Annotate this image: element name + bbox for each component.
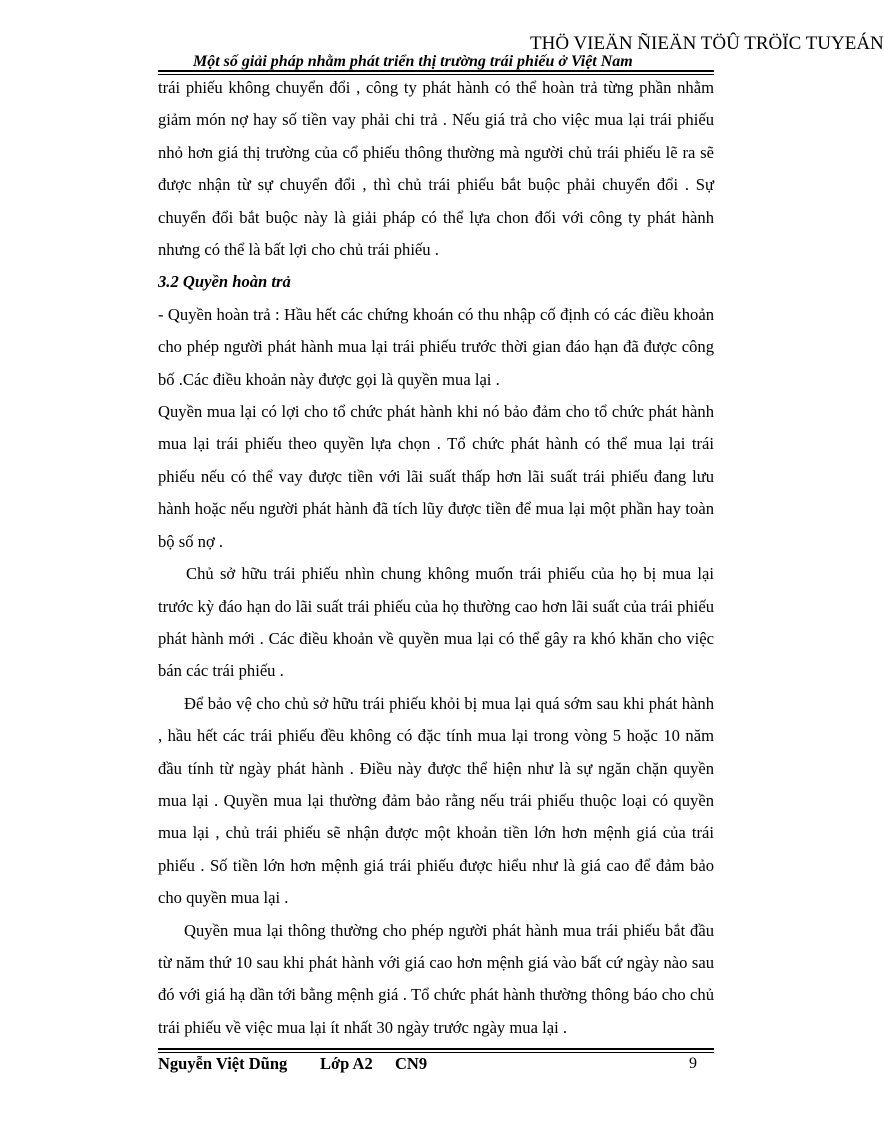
footer-class: Lớp A2 <box>320 1054 373 1073</box>
paragraph-schedule: Quyền mua lại thông thường cho phép người phát hành mua trái phiếu bắt đầu từ năm thứ 10 sau khi phát hành với giá cao hơn mệnh giá vào bất cứ ngày nào sau đó với giá hạ dần tới bằng mệnh giá . Tổ chức phát hành thường thông báo cho chủ trái phiếu về việc mua lại ít nhất 30 ngày trước ngày mua lại . <box>158 920 714 1037</box>
paragraph-protection: Để bảo vệ cho chủ sở hữu trái phiếu khỏi bị mua lại quá sớm sau khi phát hành , hầu hết các trái phiếu đều không có đặc tính mua lại trong vòng 5 hoặc 10 năm đầu tính từ ngày phát hành . Điều này được thể hiện như là sự ngăn chặn quyền mua lại . Quyền mua lại thường đảm bảo rằng nếu trái phiếu thuộc loại có quyền mua lại , chủ trái phiếu sẽ nhận được một khoản tiền lớn hơn mệnh giá của trái phiếu . Số tiền lớn hơn mệnh giá trái phiếu được hiểu như là giá cao để đảm bảo cho quyền mua lại . <box>158 693 714 908</box>
section-heading: 3.2 Quyền hoàn trả <box>158 272 291 292</box>
paragraph-definition: - Quyền hoàn trả : Hầu hết các chứng khoán có thu nhập cố định có các điều khoản cho phép người phát hành mua lại trái phiếu trước thời gian đáo hạn đã được công bố .Các điều khoản này được gọi là quyền mua lại . <box>158 304 714 389</box>
footer-author: Nguyễn Việt Dũng <box>158 1054 288 1073</box>
running-header: Một số giải pháp nhằm phát triển thị trường trái phiếu ở Việt Nam <box>193 53 633 70</box>
footer-divider <box>158 1048 714 1050</box>
footer-group: CN9 <box>395 1054 428 1073</box>
document-body <box>158 72 714 1044</box>
paragraph-continuation: trái phiếu không chuyển đổi , công ty phát hành có thể hoàn trả từng phần nhằm giảm món nợ hay số tiền vay phải chi trả . Nếu giá trả cho việc mua lại trái phiếu nhỏ hơn giá thị trường của cổ phiếu thông thường mà người chủ trái phiếu lẽ ra sẽ được nhận từ sự chuyển đổi , thì chủ trái phiếu bắt buộc phải chuyển đổi . Sự chuyển đổi bắt buộc này là giải pháp có thể lựa chon đối với công ty phát hành nhưng có thể là bất lợi cho chủ trái phiếu . <box>158 78 714 260</box>
watermark-text: THÖ VIEÄN ÑIEÄN TÖÛ TRÖÏC TUYEÁN <box>530 33 884 54</box>
paragraph-holders: Chủ sở hữu trái phiếu nhìn chung không muốn trái phiếu của họ bị mua lại trước kỳ đáo hạn do lãi suất trái phiếu của họ thường cao hơn lãi suất của trái phiếu phát hành mới . Các điều khoản về quyền mua lại có thể gây ra khó khăn cho việc bán các trái phiếu . <box>158 564 714 681</box>
paragraph-benefit: Quyền mua lại có lợi cho tổ chức phát hành khi nó bảo đảm cho tổ chức phát hành mua lại trái phiếu theo quyền lựa chọn . Tổ chức phát hành có thể mua lại trái phiếu nếu có thể vay được tiền với lãi suất thấp hơn lãi suất trái phiếu đang lưu hành hoặc nếu người phát hành đã tích lũy được tiền để mua lại một phần hay toàn bộ số nợ . <box>158 402 714 551</box>
page-number: 9 <box>689 1055 697 1072</box>
footer-divider-thin <box>158 1052 714 1053</box>
